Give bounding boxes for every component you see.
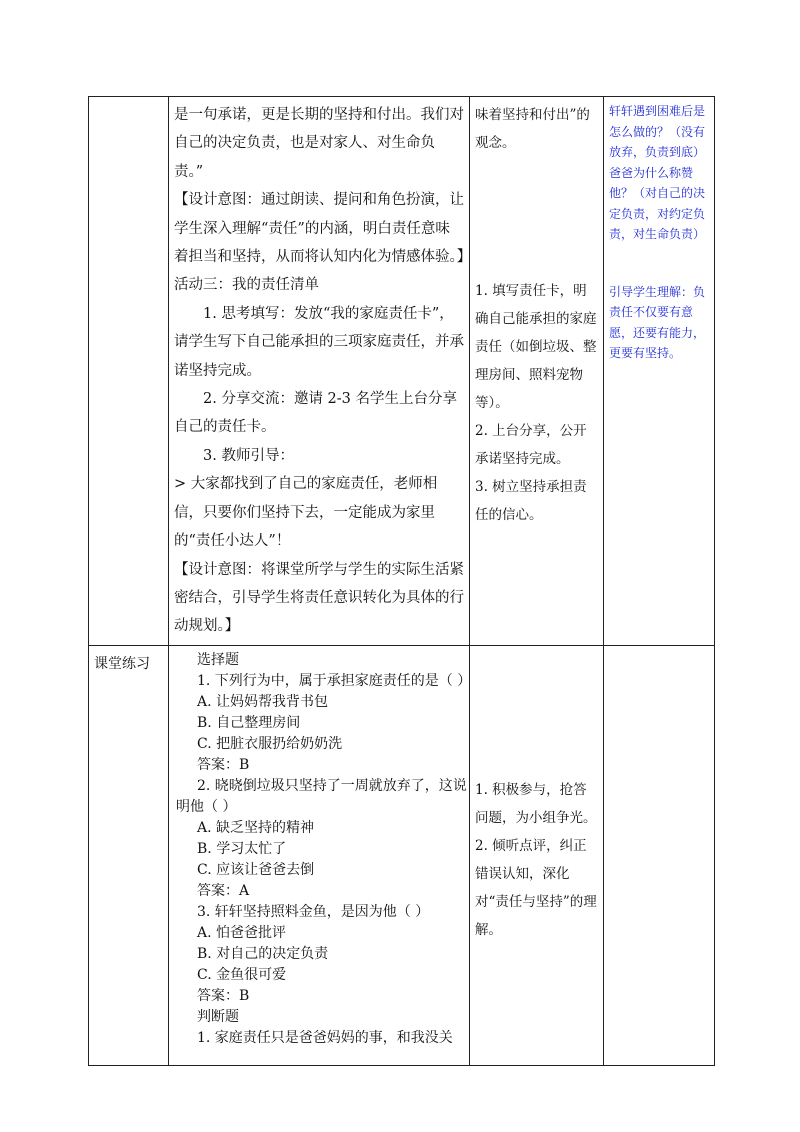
- option: B. 学习太忙了: [197, 840, 287, 857]
- section-heading: 选择题: [197, 651, 239, 668]
- notes-cell: [604, 645, 715, 1065]
- section-heading: 判断题: [197, 1008, 239, 1025]
- paragraph: 是一句承诺，更是长期的坚持和付出。我们对自己的决定负责，也是对家人、对生命负责。”: [174, 107, 464, 180]
- quote-paragraph: > 大家都找到了自己的家庭责任，老师相信，只要你们坚持下去，一定能成为家里的“责任小达人”！: [174, 476, 438, 550]
- note-text: 爸爸为什么称赞他？（对自己的决定负责，对约定负责，对生命负责）: [609, 165, 706, 241]
- design-intent: 【设计意图：通过朗读、提问和角色扮演，让学生深入理解“责任”的内涵，明白责任意味着担当和坚持，从而将认知内化为情感体验。】: [174, 192, 472, 266]
- list-item: 1. 填写责任卡，明确自己能承担的家庭责任（如倒垃圾、整理房间、照料宠物等）。: [475, 283, 597, 411]
- question: 1. 家庭责任只是爸爸妈妈的事，和我没关: [197, 1029, 453, 1046]
- paragraph: 味着坚持和付出”的观念。: [475, 107, 590, 151]
- note-text: 轩轩遇到困难后是怎么做的？（没有放弃，负责到底）: [609, 104, 706, 159]
- notes-cell: [604, 97, 715, 646]
- list-item: 2. 倾听点评，纠正错误认知，深化对“责任与坚持”的理解。: [475, 837, 597, 938]
- table-row: [89, 645, 715, 1065]
- question: 2. 晓晓倒垃圾只坚持了一周就放弃了，这说明他（ ）: [176, 777, 467, 815]
- question: 1. 下列行为中，属于承担家庭责任的是（ ）: [197, 672, 472, 689]
- exercise-cell: [169, 645, 470, 1065]
- question: 3. 轩轩坚持照料金鱼，是因为他（ ）: [197, 903, 430, 920]
- list-item: 1. 积极参与，抢答问题，为小组争光。: [475, 781, 597, 826]
- paragraph: 1. 思考填写：发放“我的家庭责任卡”，请学生写下自己能承担的三项家庭责任，并承诺坚持完成。: [174, 305, 464, 379]
- teacher-activity-cell: [169, 97, 470, 646]
- list-item: 3. 树立坚持承担责任的信心。: [475, 479, 587, 523]
- student-activity-cell: [470, 645, 604, 1065]
- answer: 答案：B: [197, 756, 250, 773]
- answer: 答案：B: [197, 987, 250, 1004]
- list-item: 2. 上台分享，公开承诺坚持完成。: [475, 423, 587, 467]
- lesson-plan-table: [88, 96, 715, 1066]
- table-row: [89, 97, 715, 646]
- stage-label: 课堂练习: [94, 655, 150, 672]
- option: A. 怕爸爸批评: [197, 924, 287, 941]
- option: A. 让妈妈帮我背书包: [197, 693, 329, 710]
- student-activity-cell: [470, 97, 604, 646]
- option: C. 应该让爸爸去倒: [197, 861, 315, 878]
- option: B. 对自己的决定负责: [197, 945, 329, 962]
- activity-title: 活动三：我的责任清单: [174, 277, 319, 294]
- answer: 答案：A: [197, 882, 250, 899]
- option: B. 自己整理房间: [197, 714, 301, 731]
- option: C. 金鱼很可爱: [197, 966, 287, 983]
- paragraph: 2. 分享交流：邀请 2-3 名学生上台分享自己的责任卡。: [174, 391, 458, 436]
- note-text: 引导学生理解：负责任不仅要有意愿，还要有能力，更要有坚持。: [609, 284, 706, 360]
- stage-cell: [89, 97, 169, 646]
- stage-cell: [89, 645, 169, 1065]
- option: A. 缺乏坚持的精神: [197, 819, 315, 836]
- design-intent: 【设计意图：将课堂所学与学生的实际生活紧密结合，引导学生将责任意识转化为具体的行动规划。】: [174, 561, 464, 635]
- option: C. 把脏衣服扔给奶奶洗: [197, 735, 343, 752]
- paragraph: 3. 教师引导：: [203, 447, 294, 464]
